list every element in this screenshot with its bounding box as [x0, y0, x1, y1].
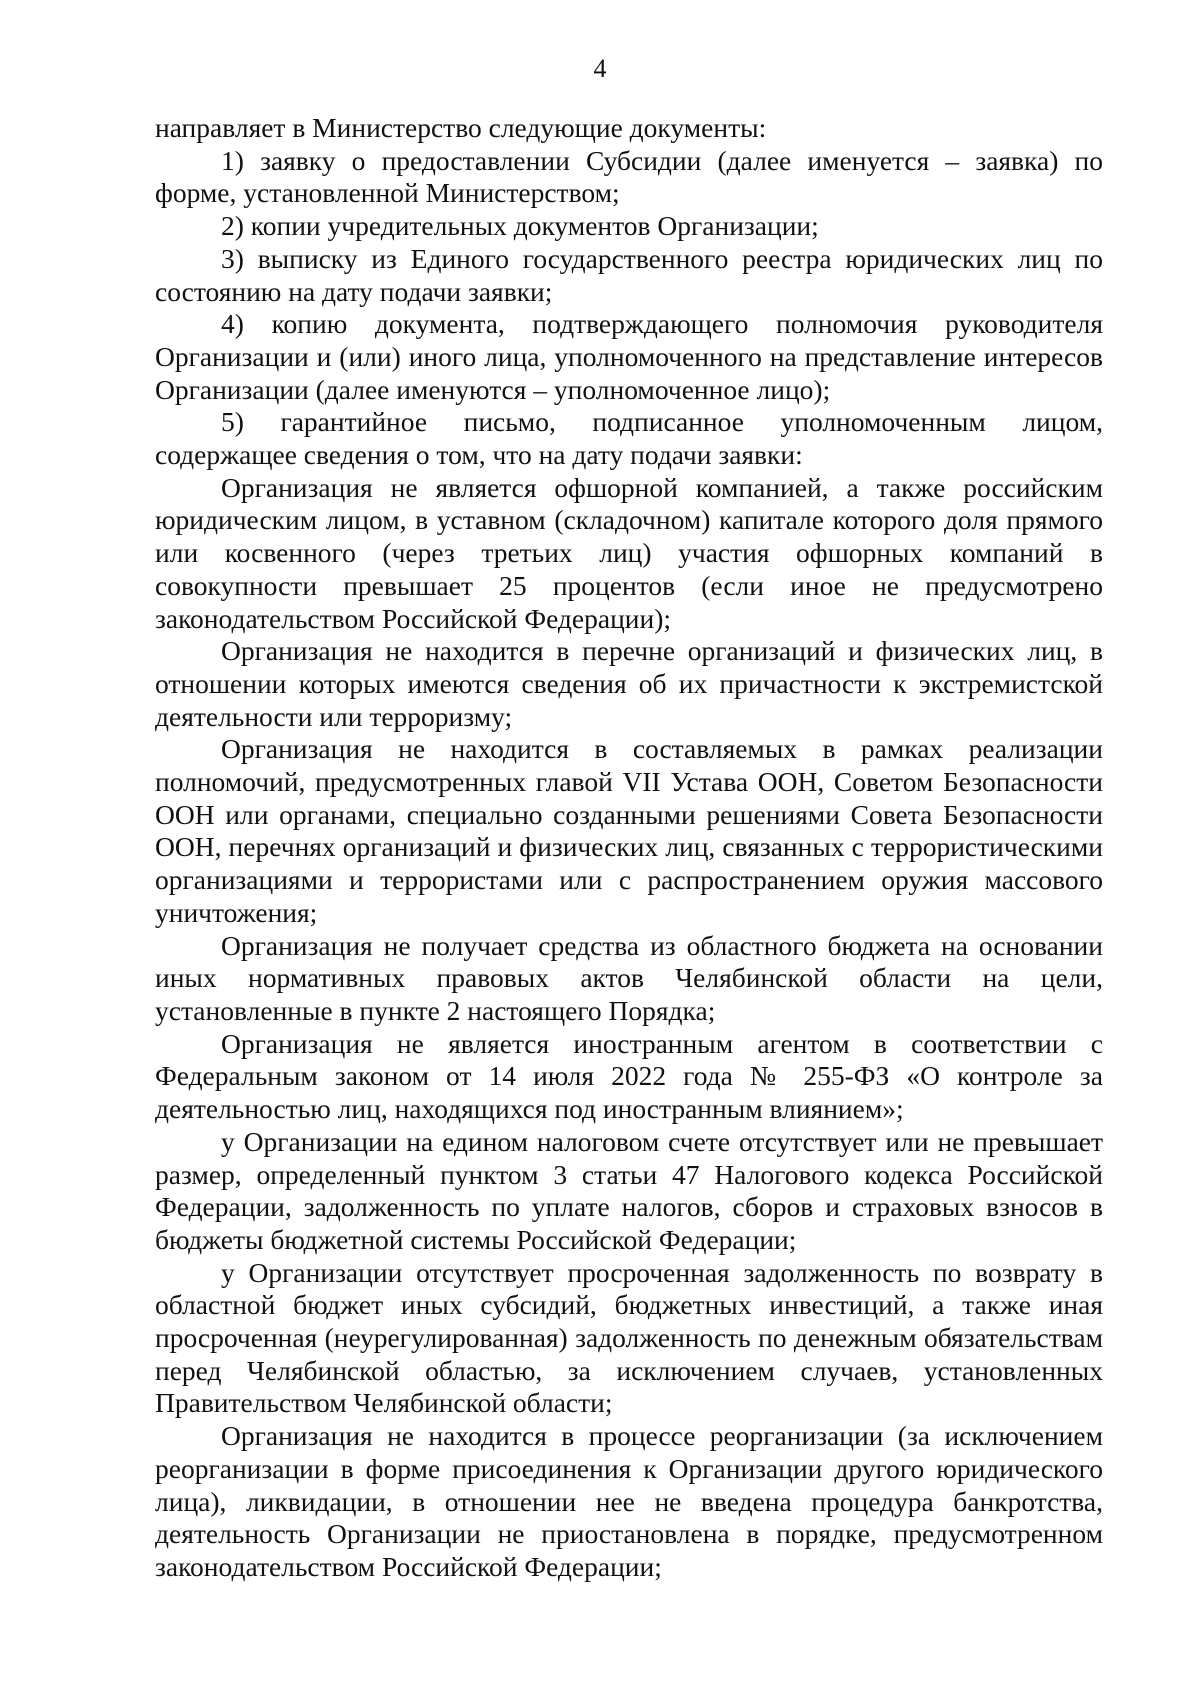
- paragraph-item-4: 4) копию документа, подтверждающего полномочия руководителя Организации и (или) иного лица, уполномоченного на представление интересов Организации (далее именуются – уполномоченное лицо);: [155, 308, 1103, 405]
- paragraph-offshore: Организация не является офшорной компанией, а также российским юридическим лицом, в уставном (складочном) капитале которого доля прямого или косвенного (через третьих лиц) участия офшорных компаний в совокупности превышает 25 процентов (если иное не предусмотрено законодательством Российской Федерации);: [155, 471, 1103, 634]
- paragraph-reorganization: Организация не находится в процессе реорганизации (за исключением реорганизации в форме присоединения к Организации другого юридического лица), ликвидации, в отношении нее не введена процедура банкротства, деятельность Организации не приостановлена в порядке, предусмотренном законодательством Российской Федерации;: [155, 1420, 1103, 1582]
- paragraph-tax-debt: у Организации на едином налоговом счете отсутствует или не превышает размер, определенный пунктом 3 статьи 47 Налогового кодекса Российской Федерации, задолженность по уплате налогов, сборов и страховых взносов в бюджеты бюджетной системы Российской Федерации;: [155, 1125, 1103, 1255]
- paragraph-item-2: 2) копии учредительных документов Организации;: [221, 210, 819, 242]
- paragraph-item-5: 5) гарантийное письмо, подписанное уполномоченным лицом, содержащее сведения о том, что на дату подачи заявки:: [155, 406, 1103, 471]
- paragraph-overdue-debt: у Организации отсутствует просроченная задолженность по возврату в областной бюджет иных субсидий, бюджетных инвестиций, а также иная просроченная (неурегулированная) задолженность по денежным обязательствам перед Челябинской областью, за исключением случаев, установленных Правительством Челябинской области;: [155, 1256, 1103, 1419]
- paragraph-item-1: 1) заявку о предоставлении Субсидии (далее именуется – заявка) по форме, установленной Министерством;: [155, 144, 1103, 209]
- document-body: [155, 112, 1103, 1584]
- paragraph-intro: направляет в Министерство следующие документы:: [155, 112, 767, 143]
- paragraph-foreign-agent: Организация не является иностранным агентом в соответствии с Федеральным законом от 14 июля 2022 года № 255-ФЗ «О контроле за деятельностью лиц, находящихся под иностранным влиянием»;: [155, 1027, 1103, 1125]
- page-number: 4: [593, 54, 607, 83]
- paragraph-item-3: 3) выписку из Единого государственного реестра юридических лиц по состоянию на дату подачи заявки;: [155, 242, 1103, 307]
- paragraph-un-lists: Организация не находится в составляемых в рамках реализации полномочий, предусмотренных главой VII Устава ООН, Советом Безопасности ООН или органами, специально созданными решениями Совета Безопасности ООН, перечнях организаций и физических лиц, связанных с террористическими организациями и террористами или с распространением оружия массового уничтожения;: [155, 733, 1103, 928]
- paragraph-extremism: Организация не находится в перечне организаций и физических лиц, в отношении которых имеются сведения об их причастности к экстремистской деятельности или терроризму;: [155, 635, 1103, 732]
- paragraph-regional-budget: Организация не получает средства из областного бюджета на основании иных нормативных правовых актов Челябинской области на цели, установленные в пункте 2 настоящего Порядка;: [155, 929, 1103, 1026]
